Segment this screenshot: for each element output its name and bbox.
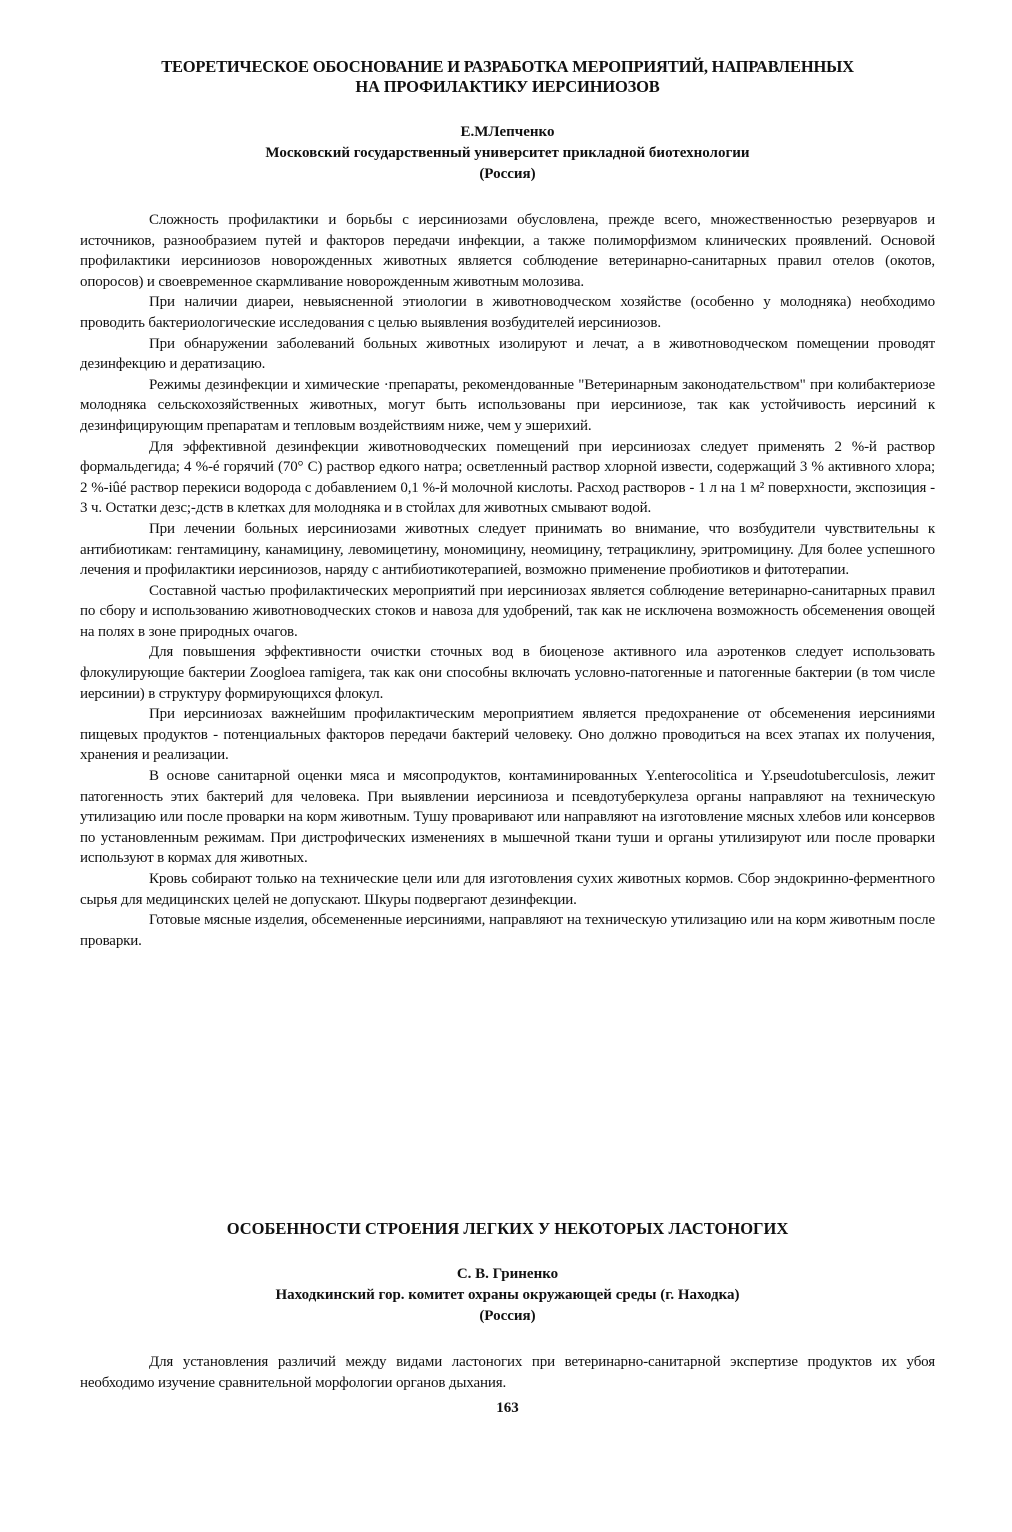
article1-paragraph: При обнаружении заболеваний больных животных изолируют и лечат, а в животноводческом помещении проводят дезинфекцию и дератизацию. [80,335,935,373]
article1-paragraph: При иерсиниозах важнейшим профилактическим мероприятием является предохранение от обсеменения иерсиниями пищевых продуктов - потенциальных факторов передачи бактерий человеку. Оно должно проводиться на всех этапах их получения, хранения и реализации. [80,706,935,764]
article1-paragraph: Для эффективной дезинфекции животноводческих помещений при иерсиниозах следует применять 2 %-й раствор формальдегида; 4 %-é горячий (70° С) раствор едкого натра; осветленный раствор хлорной извести, содержащий 3 % активного хлора; 2 %-iûé раствор перекиси водорода с добавлением 0,1 %-й молочной кислоты. Расход растворов - 1 л на 1 м² поверхности, экспозиция - 3 ч. Остатки дезс;‑дств в клетках для молодняка и в стойлах для животных смывают водой. [80,438,935,517]
article2-country: (Россия) [479,1308,536,1324]
article1-title-line1: ТЕОРЕТИЧЕСКОЕ ОБОСНОВАНИЕ И РАЗРАБОТКА МЕРОПРИЯТИЙ, НАПРАВЛЕННЫХ [161,57,854,76]
article1-title-line2: НА ПРОФИЛАКТИКУ ИЕРСИНИОЗОВ [355,77,660,96]
article1-country: (Россия) [479,166,536,182]
article1-title [80,57,935,97]
article2-author: С. В. Гриненко [456,1266,559,1282]
article1-paragraph: В основе санитарной оценки мяса и мясопродуктов, контаминированных Y.enterocolitica и Y.pseudotuberculosis, лежит патогенность этих бактерий для человека. При выявлении иерсиниоза и псевдотуберкулеза органы направляют на техническую утилизацию или после проварки на корм животным. Тушу проваривают или направляют на изготовление мясных хлебов или консервов по установленным режимам. При дистрофических изменениях в мышечной ткани туши и органы утилизируют или после проварки используют в кормах для животных. [80,768,935,867]
article1-paragraph: Для повышения эффективности очистки сточных вод в биоценозе активного ила аэротенков следует использовать флокулирующие бактерии Zoogloea ramigera, так как они способны включать условно-патогенные и патогенные бактерии (в том числе иерсинии) в структуру формирующихся флокул. [80,644,935,702]
article2-byline [80,1264,935,1327]
article2-title: ОСОБЕННОСТИ СТРОЕНИЯ ЛЕГКИХ У НЕКОТОРЫХ ЛАСТОНОГИХ [226,1219,789,1238]
article2-body [80,1352,935,1393]
article1-paragraph: Готовые мясные изделия, обсемененные иерсиниями, направляют на техническую утилизацию или на корм животным после проварки. [80,912,935,949]
article2-affiliation: Находкинский гор. комитет охраны окружающей среды (г. Находка) [275,1287,740,1303]
article1-paragraph: Сложность профилактики и борьбы с иерсиниозами обусловлена, прежде всего, множественностью резервуаров и источников, разнообразием путей и факторов передачи инфекции, а также полиморфизмом клинических проявлений. Основой профилактики иерсиниозов новорожденных животных является соблюдение ветеринарно-санитарных правил отелов (окотов, опоросов) и своевременное скармливание новорожденным животным молозива. [80,212,935,290]
article1-affiliation: Московский государственный университет прикладной биотехнологии [265,145,750,161]
article1-byline [80,122,935,185]
article1-paragraph: Составной частью профилактических мероприятий при иерсиниозах является соблюдение ветеринарно-санитарных правил по сбору и использованию животноводческих стоков и навоза для удобрений, так как не исключена возможность обсеменения овощей на полях в зоне природных очагов. [80,582,935,640]
article1-body [80,210,935,951]
article1-paragraph: Режимы дезинфекции и химические ·препараты, рекомендованные "Ветеринарным законодательством" при колибактериозе молодняка сельскохозяйственных животных, могут быть использованы при иерсиниозе, так как устойчивость иерсиний к дезинфицирующим препаратам и тепловым воздействиям ниже, чем у эшерихий. [80,376,935,434]
page-number: 163 [496,1400,519,1416]
article2-paragraph: Для установления различий между видами ластоногих при ветеринарно-санитарной экспертизе продуктов их убоя необходимо изучение сравнительной морфологии органов дыхания. [80,1354,935,1391]
article1-author: Е.МЛепченко [460,124,555,140]
article1-paragraph: Кровь собирают только на технические цели или для изготовления сухих животных кормов. Сбор эндокринно-ферментного сырья для медицинских целей не допускают. Шкуры подвергают дезинфекции. [80,871,935,908]
article1-paragraph: При наличии диареи, невыясненной этиологии в животноводческом хозяйстве (особенно у молодняка) необходимо проводить бактериологические исследования с целью выявления возбудителей иерсиниозов. [80,294,935,331]
article1-paragraph: При лечении больных иерсиниозами животных следует принимать во внимание, что возбудители чувствительны к антибиотикам: гентамицину, канамицину, левомицетину, мономицину, неомицину, тетрациклину, эритромицину. Для более успешного лечения и профилактики иерсиниозов, наряду с антибиотикотерапией, возможно применение пробиотиков и фитотерапии. [80,520,935,579]
